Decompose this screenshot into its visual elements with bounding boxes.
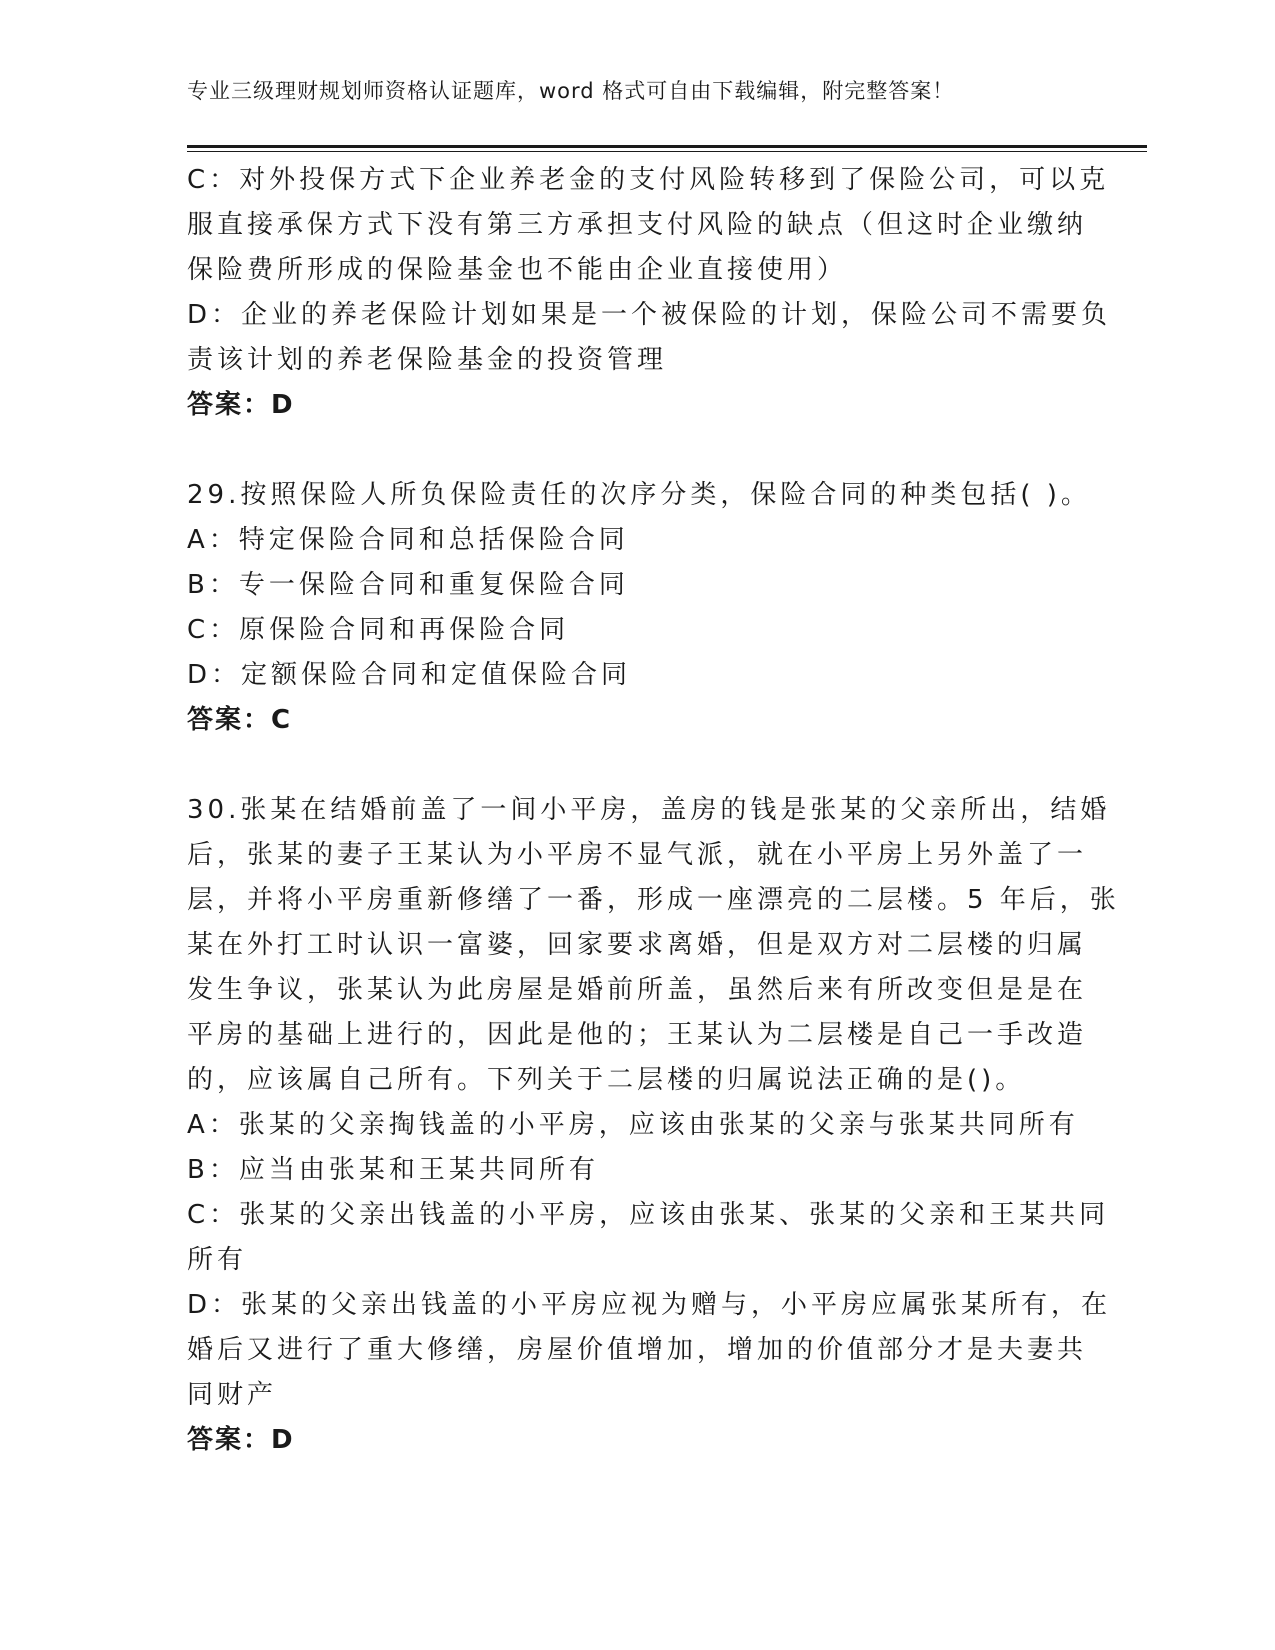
q28-answer: 答案：D (187, 390, 295, 420)
spacer (187, 428, 1087, 473)
text-line: 保险费所形成的保险基金也不能由企业直接使用） (187, 255, 848, 285)
q29-option-d: D：定额保险合同和定值保险合同 (187, 660, 632, 690)
q28-option-d (187, 293, 1112, 383)
text-line: C：张某的父亲出钱盖的小平房，应该由张某、张某的父亲和王某共同 (187, 1200, 1110, 1230)
q30-option-a: A：张某的父亲掏钱盖的小平房，应该由张某的父亲与张某共同所有 (187, 1110, 1079, 1140)
q30-option-b: B：应当由张某和王某共同所有 (187, 1155, 599, 1185)
text-line: 所有 (187, 1245, 248, 1275)
text-line: D：张某的父亲出钱盖的小平房应视为赠与，小平房应属张某所有，在 (187, 1290, 1112, 1320)
header-rule-thick (187, 145, 1147, 148)
text-line: 层，并将小平房重新修缮了一番，形成一座漂亮的二层楼。5 年后，张 (187, 885, 1120, 915)
q29-answer: 答案：C (187, 705, 293, 735)
text-line: 服直接承保方式下没有第三方承担支付风险的缺点（但这时企业缴纳 (187, 210, 1088, 240)
text-line: 同财产 (187, 1380, 278, 1410)
text-line: 发生争议，张某认为此房屋是婚前所盖，虽然后来有所改变但是是在 (187, 975, 1088, 1005)
q29-option-a: A：特定保险合同和总括保险合同 (187, 525, 629, 555)
text-line: 的，应该属自己所有。下列关于二层楼的归属说法正确的是()。 (187, 1065, 1026, 1095)
text-line: 婚后又进行了重大修缮，房屋价值增加，增加的价值部分才是夫妻共 (187, 1335, 1088, 1365)
q29-stem: 29.按照保险人所负保险责任的次序分类，保险合同的种类包括( )。 (187, 480, 1091, 510)
q30-option-c (187, 1193, 1110, 1283)
q30-answer: 答案：D (187, 1425, 295, 1455)
header-rule-thin (187, 151, 1147, 152)
q29-option-b: B：专一保险合同和重复保险合同 (187, 570, 629, 600)
text-line: D：企业的养老保险计划如果是一个被保险的计划，保险公司不需要负 (187, 300, 1112, 330)
q30-stem (187, 788, 1120, 1103)
text-line: C：对外投保方式下企业养老金的支付风险转移到了保险公司，可以克 (187, 165, 1110, 195)
text-line: 责该计划的养老保险基金的投资管理 (187, 345, 668, 375)
page-header: 专业三级理财规划师资格认证题库，word 格式可自由下载编辑，附完整答案！ (187, 79, 955, 103)
question-content (187, 158, 1120, 1463)
q30-option-d (187, 1283, 1112, 1418)
text-line: 某在外打工时认识一富婆，回家要求离婚，但是双方对二层楼的归属 (187, 930, 1088, 960)
text-line: 平房的基础上进行的，因此是他的；王某认为二层楼是自己一手改造 (187, 1020, 1088, 1050)
q28-option-c (187, 158, 1110, 293)
text-line: 后，张某的妻子王某认为小平房不显气派，就在小平房上另外盖了一 (187, 840, 1088, 870)
spacer (187, 743, 1087, 788)
text-line: 30.张某在结婚前盖了一间小平房，盖房的钱是张某的父亲所出，结婚 (187, 795, 1111, 825)
q29-option-c: C：原保险合同和再保险合同 (187, 615, 570, 645)
